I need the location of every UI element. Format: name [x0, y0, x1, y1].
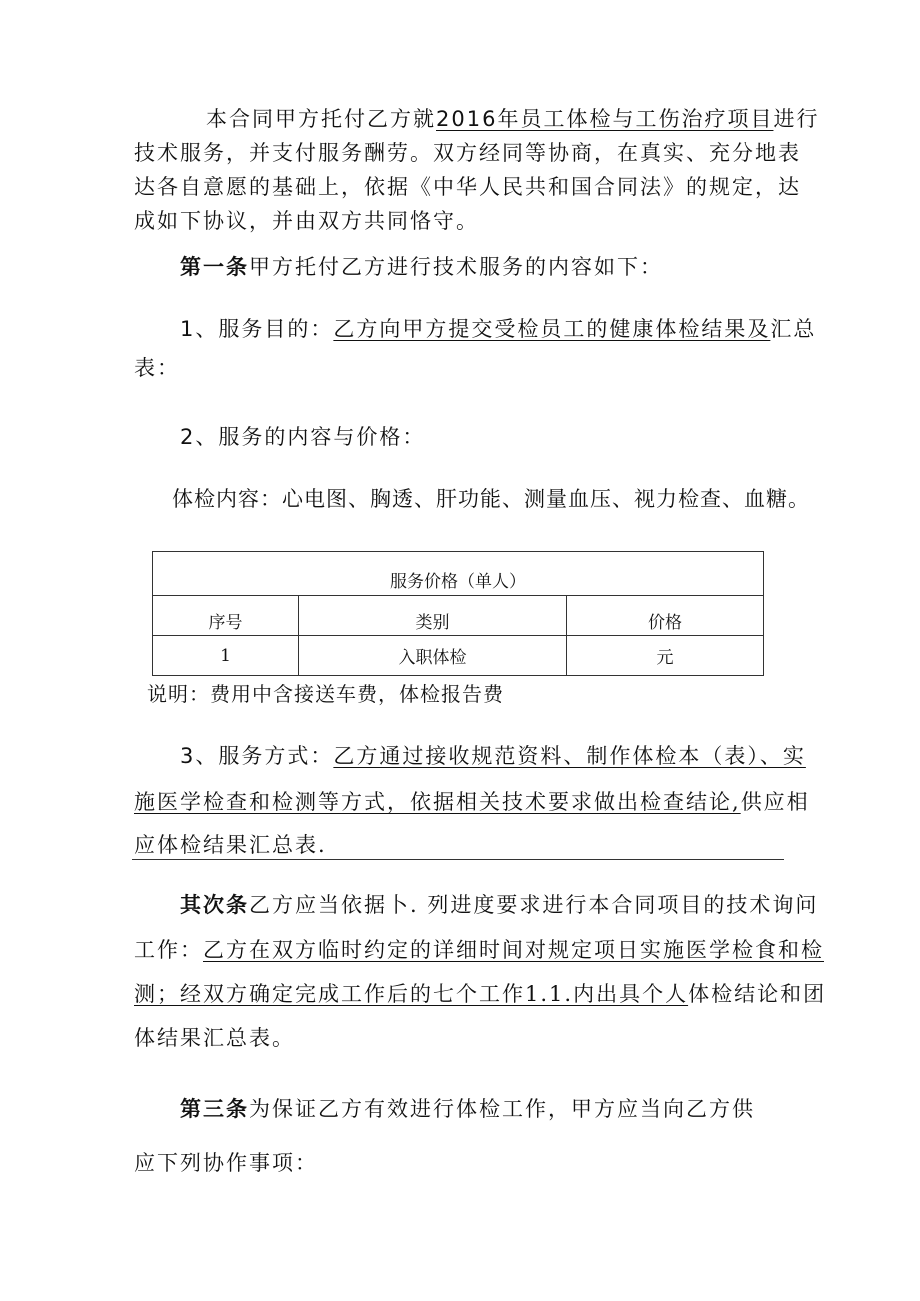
article-3-line-2: 应下列协作事项： — [134, 1151, 318, 1175]
article-2-line-2 — [134, 937, 824, 963]
intro-line-4: 成如下协议，并由双方共同恪守。 — [134, 209, 479, 233]
service-purpose-tail: 汇总 — [770, 317, 817, 341]
fee-note: 说明：费用中含接送车费，体检报告费 — [147, 682, 504, 706]
divider — [132, 859, 784, 860]
service-method-label: 3、服务方式： — [180, 744, 334, 768]
service-method-tail: 供应相 — [740, 790, 810, 814]
service-purpose — [180, 316, 816, 342]
article-2-heading: 其次条 — [180, 893, 249, 917]
service-method-text-1: 乙方通过接收规范资料、制作体检本（表）、实 — [333, 744, 806, 768]
article-1-heading: 第一条 — [180, 255, 249, 279]
cell-number: 1 — [153, 636, 299, 676]
article-1-text: 甲方托付乙方进行技术服务的内容如下： — [249, 255, 663, 279]
exam-content: 体检内容：心电图、胸透、肝功能、测量血压、视力检查、血糖。 — [172, 487, 810, 511]
intro-line-2: 技术服务，并支付服务酬劳。双方经同等协商，在真实、充分地表 — [134, 141, 801, 165]
article-3-heading: 第三条 — [180, 1097, 249, 1121]
article-2-line-1 — [180, 892, 818, 918]
article-1 — [180, 254, 663, 280]
article-2-text-3tail: 体检结论和团 — [688, 982, 827, 1006]
article-2-line-3 — [134, 981, 826, 1007]
price-table-title: 服务价格（单人） — [153, 552, 764, 596]
article-2-text-3u: 测；经双方确定完成工作后的七个工作1.1.内出具个人 — [134, 982, 689, 1006]
article-2-text-2u: 乙方在双方临时约定的详细时间对规定项日实施医学检食和检 — [203, 938, 824, 962]
header-category: 类别 — [299, 596, 567, 636]
service-method-line-2 — [134, 789, 810, 815]
article-3-text-1: 为保证乙方有效进行体检工作，甲方应当向乙方供 — [249, 1097, 755, 1121]
service-purpose-text: 乙方向甲方提交受检员工的健康体检结果及 — [333, 317, 771, 341]
service-content-heading: 2、服务的内容与价格： — [180, 425, 426, 449]
article-2-line-4: 体结果汇总表。 — [134, 1026, 295, 1050]
cell-category: 入职体检 — [299, 636, 567, 676]
service-purpose-line-2: 表： — [134, 356, 180, 380]
service-method-line-1 — [180, 743, 806, 769]
project-name: 2016年员工体检与工伤治疗项目 — [436, 107, 774, 131]
service-purpose-label: 1、服务目的： — [180, 317, 334, 341]
table-row — [153, 636, 764, 676]
intro-text-end: 进行 — [773, 107, 820, 131]
header-number: 序号 — [153, 596, 299, 636]
service-method-text-2: 施医学检查和检测等方式，依据相关技术要求做出检查结论, — [134, 790, 741, 814]
intro-line-3: 达各自意愿的基础上，依据《中华人民共和国合同法》的规定，达 — [134, 175, 801, 199]
article-2-text-2a: 工作： — [134, 938, 203, 962]
price-table — [152, 551, 764, 676]
intro-text: 本合同甲方托付乙方就 — [206, 107, 436, 131]
article-2-text-1: 乙方应当依据卜. 列进度要求进行本合同项目的技术询问 — [249, 893, 819, 917]
header-price: 价格 — [567, 596, 764, 636]
service-method-line-3: 应体检结果汇总表. — [134, 833, 327, 857]
article-3-line-1 — [180, 1096, 755, 1122]
intro-line-1 — [206, 106, 819, 132]
cell-price: 元 — [567, 636, 764, 676]
